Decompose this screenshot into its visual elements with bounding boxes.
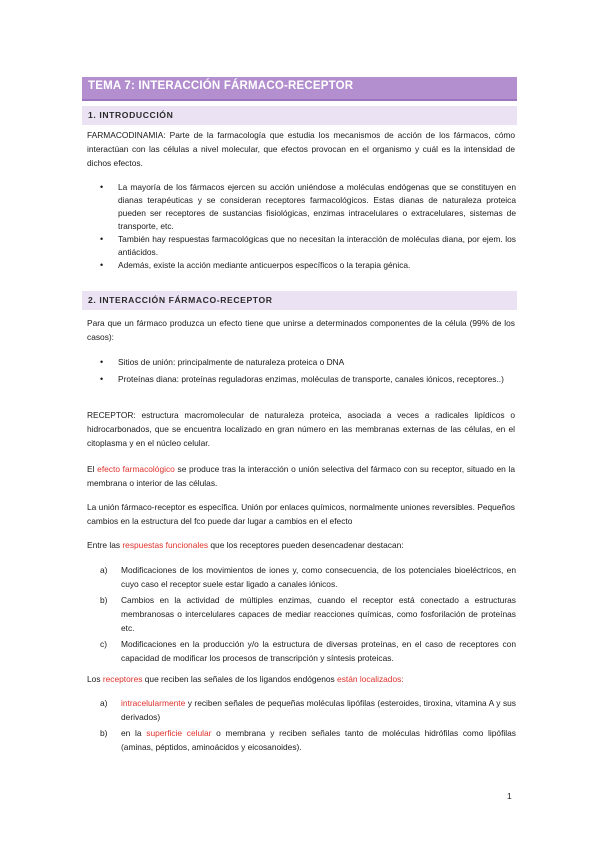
- list-marker: b): [100, 728, 108, 738]
- section-title: 2. INTERACCIÓN FÁRMACO-RECEPTOR: [88, 295, 273, 305]
- highlight-text: efecto farmacológico: [97, 464, 175, 474]
- respuestas-funcionales-paragraph: Entre las respuestas funcionales que los receptores pueden desencadenar destacan:: [87, 540, 404, 550]
- respuestas-list: [100, 563, 516, 665]
- highlight-text: están localizados:: [337, 674, 404, 684]
- highlight-text: intracelularmente: [121, 698, 186, 708]
- list-marker: a): [100, 698, 108, 708]
- list-marker: c): [100, 639, 107, 649]
- list-marker: a): [100, 565, 108, 575]
- intro-bullet-list: [100, 181, 516, 272]
- localizacion-list: [100, 696, 516, 754]
- bullet-icon: •: [100, 374, 104, 384]
- section-heading-interaccion: [82, 291, 517, 310]
- section-heading-introduccion: [82, 106, 517, 125]
- union-especifica-paragraph: La unión fármaco-receptor es específica. Unión por enlaces químicos, normalmente uniones reversibles. Pequeños cambios en la estructura del fco puede dar lugar a cambios en el efecto: [87, 502, 515, 526]
- list-item: c) Modificaciones en la producción y/o la estructura de diversas proteínas, en el caso de receptores con capacidad de modificar los procesos de transcripción y síntesis proteicas.: [100, 639, 516, 663]
- list-item: • Además, existe la acción mediante anticuerpos específicos o la terapia génica.: [100, 260, 411, 270]
- highlight-text: respuestas funcionales: [122, 540, 209, 550]
- farmacodinamia-paragraph: FARMACODINAMIA: Parte de la farmacología que estudia los mecanismos de acción de los fármacos, cómo interactúan con las células a nivel molecular, que efectos provocan en el organismo y cuál es la intensidad de dichos efectos.: [87, 130, 515, 168]
- highlight-text: receptores: [102, 674, 143, 684]
- list-item: • Proteínas diana: proteínas reguladoras enzimas, moléculas de transporte, canales iónicos, receptores..): [100, 374, 504, 384]
- bullet-icon: •: [100, 234, 104, 244]
- efecto-farmacologico-paragraph: El efecto farmacológico se produce tras la interacción o unión selectiva del fármaco con su receptor, situado en la membrana o interior de las células.: [87, 464, 516, 488]
- list-marker: b): [100, 595, 108, 605]
- chapter-title-bar: [82, 77, 517, 101]
- list-item: b) Cambios en la actividad de múltiples enzimas, cuando el receptor está conectado a estructuras membranosas o intercelulares capaces de mediar reacciones químicas, como fosforilación de proteínas etc.: [100, 595, 516, 633]
- chapter-title: TEMA 7: INTERACCIÓN FÁRMACO-RECEPTOR: [88, 80, 354, 92]
- page-number: 1: [507, 791, 512, 801]
- bullet-icon: •: [100, 357, 104, 367]
- list-item: • También hay respuestas farmacológicas que no necesitan la interacción de moléculas diana, por ejem. los antiácidos.: [100, 234, 516, 257]
- union-componentes-paragraph: Para que un fármaco produzca un efecto tiene que unirse a determinados componentes de la célula (99% de los casos):: [87, 318, 515, 342]
- sitios-bullet-list: [100, 356, 516, 386]
- bullet-icon: •: [100, 260, 104, 270]
- list-item: a) Modificaciones de los movimientos de iones y, como consecuencia, de los potenciales bioeléctricos, en cuyo caso el receptor suele estar ligado a canales iónicos.: [100, 565, 516, 589]
- list-item: • La mayoría de los fármacos ejercen su acción uniéndose a moléculas endógenas que se constituyen en dianas terapéuticas y se consideran receptores farmacológicos. Estas dianas de naturaleza proteica pueden ser receptores de sustancias fisiológicas, enzimas intracelulares o extracelulares, sistemas de transporte, etc.: [100, 182, 516, 231]
- list-item: • Sitios de unión: principalmente de naturaleza proteica o DNA: [100, 357, 345, 367]
- highlight-text: superficie celular: [146, 728, 212, 738]
- receptores-localizacion-paragraph: Los receptores que reciben las señales de los ligandos endógenos están localizados:: [87, 674, 404, 684]
- list-item: b) en la superficie celular o membrana y reciben señales tanto de moléculas hidrófilas como lipófilas (aminas, péptidos, aminoácidos y eicosanoides).: [100, 728, 516, 752]
- receptor-definition-paragraph: RECEPTOR: estructura macromolecular de naturaleza proteica, asociada a veces a radicales lipídicos o hidrocarbonados, que se encuentra localizado en gran número en las membranas externas de las células, en el citoplasma y en el núcleo celular.: [87, 410, 515, 448]
- list-item: a) intracelularmente y reciben señales de pequeñas moléculas lipófilas (esteroides, tiroxina, vitamina A y sus derivados): [100, 698, 516, 722]
- section-title: 1. INTRODUCCIÓN: [88, 110, 174, 120]
- bullet-icon: •: [100, 182, 104, 192]
